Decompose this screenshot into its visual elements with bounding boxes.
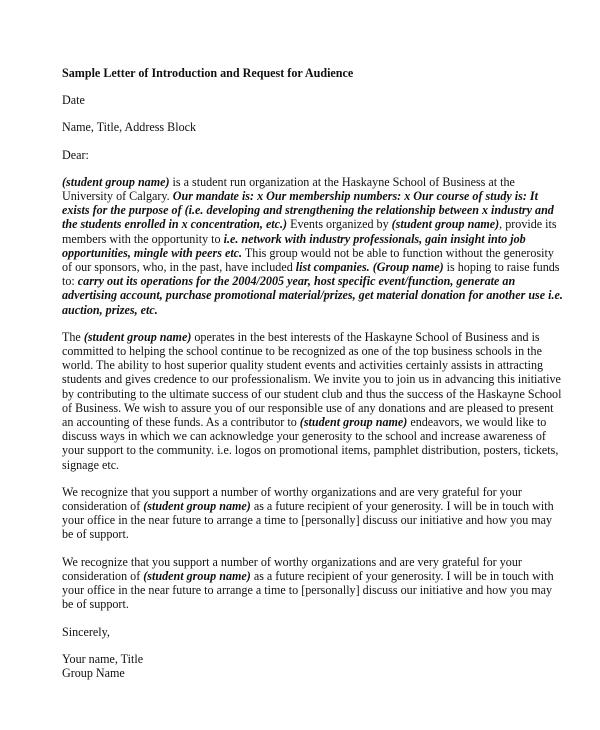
paragraph-line <box>62 569 552 583</box>
body-text: of our sponsors, who, in the past, have included <box>62 260 296 275</box>
paragraph-line <box>62 330 552 344</box>
paragraph-line <box>62 288 563 303</box>
emphasis-text: (student group name) <box>143 568 251 583</box>
paragraph-line <box>62 386 562 401</box>
paragraph-line <box>62 597 552 611</box>
paragraph-recognition <box>62 485 552 542</box>
paragraph-recognition-repeat <box>62 555 552 612</box>
emphasis-text: (student group name) <box>83 329 192 344</box>
paragraph-line <box>62 217 557 232</box>
body-text: operates in the best interests of the Haskayne School of Business and is <box>191 329 540 344</box>
body-text: committed to helping the school continue to be recognized as one of the top business schools in the <box>62 344 542 359</box>
body-text: Events organized by <box>287 217 392 232</box>
body-text: your support to the community. i.e. logos on promotional items, pamphlet distribution, posters, tickets, <box>62 443 559 458</box>
paragraph-line <box>62 260 560 275</box>
body-text: signage etc. <box>62 457 120 472</box>
salutation: Dear: <box>62 147 89 162</box>
paragraph-line <box>62 175 552 189</box>
paragraph-line <box>62 485 552 499</box>
body-text: consideration of <box>62 568 144 583</box>
paragraph-line <box>62 443 559 458</box>
body-text: members with the opportunity to <box>62 231 224 246</box>
signature-group: Group Name <box>62 665 125 680</box>
body-text: University of Calgary. <box>62 189 173 204</box>
signature-block <box>62 652 552 680</box>
emphasis-text: i.e. network with industry professionals, gain insight into job <box>223 231 526 246</box>
paragraph-line <box>62 189 552 203</box>
body-text: is a student run organization at the Haskayne School of Business at the <box>169 174 515 189</box>
body-text: as a future recipient of your generosity. I will be in touch with <box>250 568 554 583</box>
body-text: The <box>62 329 84 344</box>
letter-body <box>62 66 563 680</box>
body-text: We recognize that you support a number of worthy organizations and are very grateful for your <box>62 484 522 499</box>
body-text: , provide its <box>499 217 557 232</box>
body-text: be of support. <box>62 597 129 612</box>
paragraph-line <box>62 415 552 429</box>
body-text: of Business. We wish to assure you of our responsible use of any donations and are pleased to present <box>62 400 554 415</box>
paragraph-line <box>62 232 552 246</box>
paragraph-line <box>62 583 552 597</box>
closing: Sincerely, <box>62 624 110 639</box>
body-text: to: <box>62 274 78 289</box>
body-text: We recognize that you support a number of worthy organizations and are very grateful for your <box>62 554 522 569</box>
body-text: your office in the near future to arrange a time to [personally] discuss our initiative and how you may <box>62 583 553 598</box>
paragraph-commitment <box>62 329 562 472</box>
emphasis-text: (student group name) <box>299 415 408 430</box>
body-text: by contributing to the ultimate success of our student club and thus the success of the Haskayne School <box>62 386 562 401</box>
emphasis-text: (student group name) <box>143 499 251 514</box>
emphasis-text: auction, prizes, etc. <box>62 302 158 317</box>
date-line: Date <box>62 93 85 108</box>
body-text: an accounting of these funds. As a contributor to <box>62 415 300 430</box>
paragraph-line <box>62 527 552 541</box>
emphasis-text: (student group name) <box>391 217 500 232</box>
signature-name: Your name, Title <box>62 651 144 666</box>
emphasis-text: exists for the purpose of (i.e. developing and strengthening the relationship between x industry and <box>62 203 554 218</box>
paragraph-line <box>62 246 552 260</box>
emphasis-text: the students enrolled in x concentration, etc.) <box>62 217 288 232</box>
paragraph-line <box>62 513 552 527</box>
emphasis-text: opportunities, mingle with peers etc. <box>62 245 243 260</box>
emphasis-text: carry out its operations for the 2004/2005 year, host specific event/function, generate an <box>77 274 516 289</box>
letter-title: Sample Letter of Introduction and Request for Audience <box>62 66 354 80</box>
paragraph-line <box>62 274 552 288</box>
body-text: world. The ability to host superior quality student events and activities certainly assists in attracting <box>62 358 544 373</box>
body-text: students and gives credence to our professionalism. We invite you to join us in advancing this initiative <box>62 372 561 387</box>
paragraph-line <box>62 499 552 513</box>
body-text: as a future recipient of your generosity. I will be in touch with <box>250 499 554 514</box>
body-text: This group would not be able to function without the generosity <box>242 245 554 260</box>
body-text: endeavors, we would like to <box>407 415 547 430</box>
emphasis-text: list companies. (Group name) <box>295 260 444 275</box>
paragraph-line <box>62 372 561 387</box>
paragraph-line <box>62 203 552 217</box>
paragraph-line <box>62 303 552 317</box>
emphasis-text: (student group name) <box>62 174 170 189</box>
emphasis-text: advertising account, purchase promotional material/prizes, get material donation for another use i.e. <box>62 288 563 303</box>
body-text: be of support. <box>62 527 129 542</box>
paragraph-line <box>62 429 552 443</box>
body-text: your office in the near future to arrange a time to [personally] discuss our initiative and how you may <box>62 513 553 528</box>
paragraph-line <box>62 358 552 372</box>
body-text: is hoping to raise funds <box>443 260 560 275</box>
paragraph-line <box>62 458 552 472</box>
paragraph-introduction <box>62 174 563 317</box>
paragraph-line <box>62 401 552 415</box>
emphasis-text: Our mandate is: x Our membership numbers: x Our course of study is: It <box>172 189 538 204</box>
address-block: Name, Title, Address Block <box>62 120 197 135</box>
body-text: consideration of <box>62 499 144 514</box>
body-text: discuss ways in which we can acknowledge your generosity to the school and increase awareness of <box>62 429 546 444</box>
paragraph-line <box>62 344 552 358</box>
paragraph-line <box>62 555 552 569</box>
